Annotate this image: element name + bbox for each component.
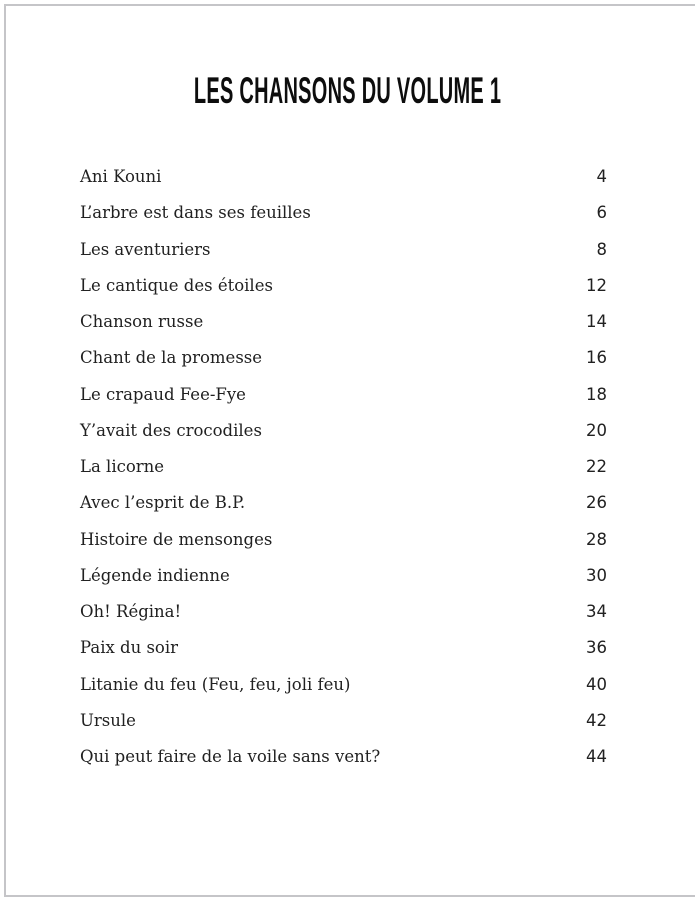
toc-entry-page-number: 6 <box>596 203 607 223</box>
toc-entry <box>80 166 607 202</box>
toc-entry <box>80 456 607 492</box>
toc-entry-page-number: 4 <box>596 167 607 186</box>
toc-entry <box>80 637 607 673</box>
toc-entry <box>80 529 607 565</box>
toc-entry <box>80 565 607 601</box>
toc-entry-page-number: 36 <box>586 638 607 658</box>
toc-entry <box>80 202 607 238</box>
toc-entry <box>80 710 607 746</box>
toc-entry-page-number: 44 <box>586 747 607 766</box>
toc-entry-page-number: 22 <box>586 457 607 476</box>
toc-entry-page-number: 12 <box>586 275 607 295</box>
toc-entry <box>80 601 607 637</box>
toc-entry-title: Les aventuriers <box>80 239 211 259</box>
toc-entry <box>80 492 607 528</box>
toc-entry-title: Paix du soir <box>80 638 179 658</box>
toc-entry-title: Oh! Régina! <box>80 602 182 621</box>
toc-entry-title: Y’avait des crocodiles <box>80 420 262 440</box>
toc-entry <box>80 384 607 420</box>
toc-entry-title: Légende indienne <box>80 565 230 585</box>
toc-entry-page-number: 20 <box>586 420 607 440</box>
toc-list <box>80 166 607 782</box>
page-title <box>0 71 695 112</box>
toc-entry-title: Avec l’esprit de B.P. <box>80 493 246 513</box>
toc-entry-page-number: 34 <box>586 602 607 621</box>
toc-entry-title: Chanson russe <box>80 312 204 331</box>
toc-entry <box>80 239 607 275</box>
toc-entry-page-number: 28 <box>586 529 607 549</box>
toc-entry-title: Ursule <box>80 710 136 730</box>
toc-entry-title: Le crapaud Fee-Fye <box>80 384 246 404</box>
toc-entry-title: Histoire de mensonges <box>80 529 273 549</box>
toc-entry-page-number: 40 <box>586 674 607 694</box>
page-title-text: LES CHANSONS DU VOLUME 1 <box>193 70 502 111</box>
toc-entry <box>80 746 607 782</box>
toc-entry-title: Qui peut faire de la voile sans vent? <box>80 747 381 766</box>
toc-entry <box>80 311 607 347</box>
toc-entry-page-number: 42 <box>586 710 607 730</box>
toc-entry <box>80 347 607 383</box>
toc-entry-title: Chant de la promesse <box>80 348 263 368</box>
toc-entry-page-number: 26 <box>586 493 607 513</box>
toc-entry-title: La licorne <box>80 457 165 476</box>
toc-entry <box>80 275 607 311</box>
toc-entry <box>80 674 607 710</box>
toc-entry-title: Le cantique des étoiles <box>80 275 273 295</box>
toc-entry <box>80 420 607 456</box>
toc-entry-page-number: 30 <box>586 565 607 585</box>
toc-entry-page-number: 18 <box>586 384 607 404</box>
toc-entry-page-number: 16 <box>586 348 607 368</box>
toc-entry-title: Litanie du feu (Feu, feu, joli feu) <box>80 674 351 694</box>
toc-entry-page-number: 14 <box>586 312 607 331</box>
toc-entry-title: L’arbre est dans ses feuilles <box>80 203 311 223</box>
toc-entry-page-number: 8 <box>596 239 607 259</box>
toc-entry-title: Ani Kouni <box>80 167 162 186</box>
